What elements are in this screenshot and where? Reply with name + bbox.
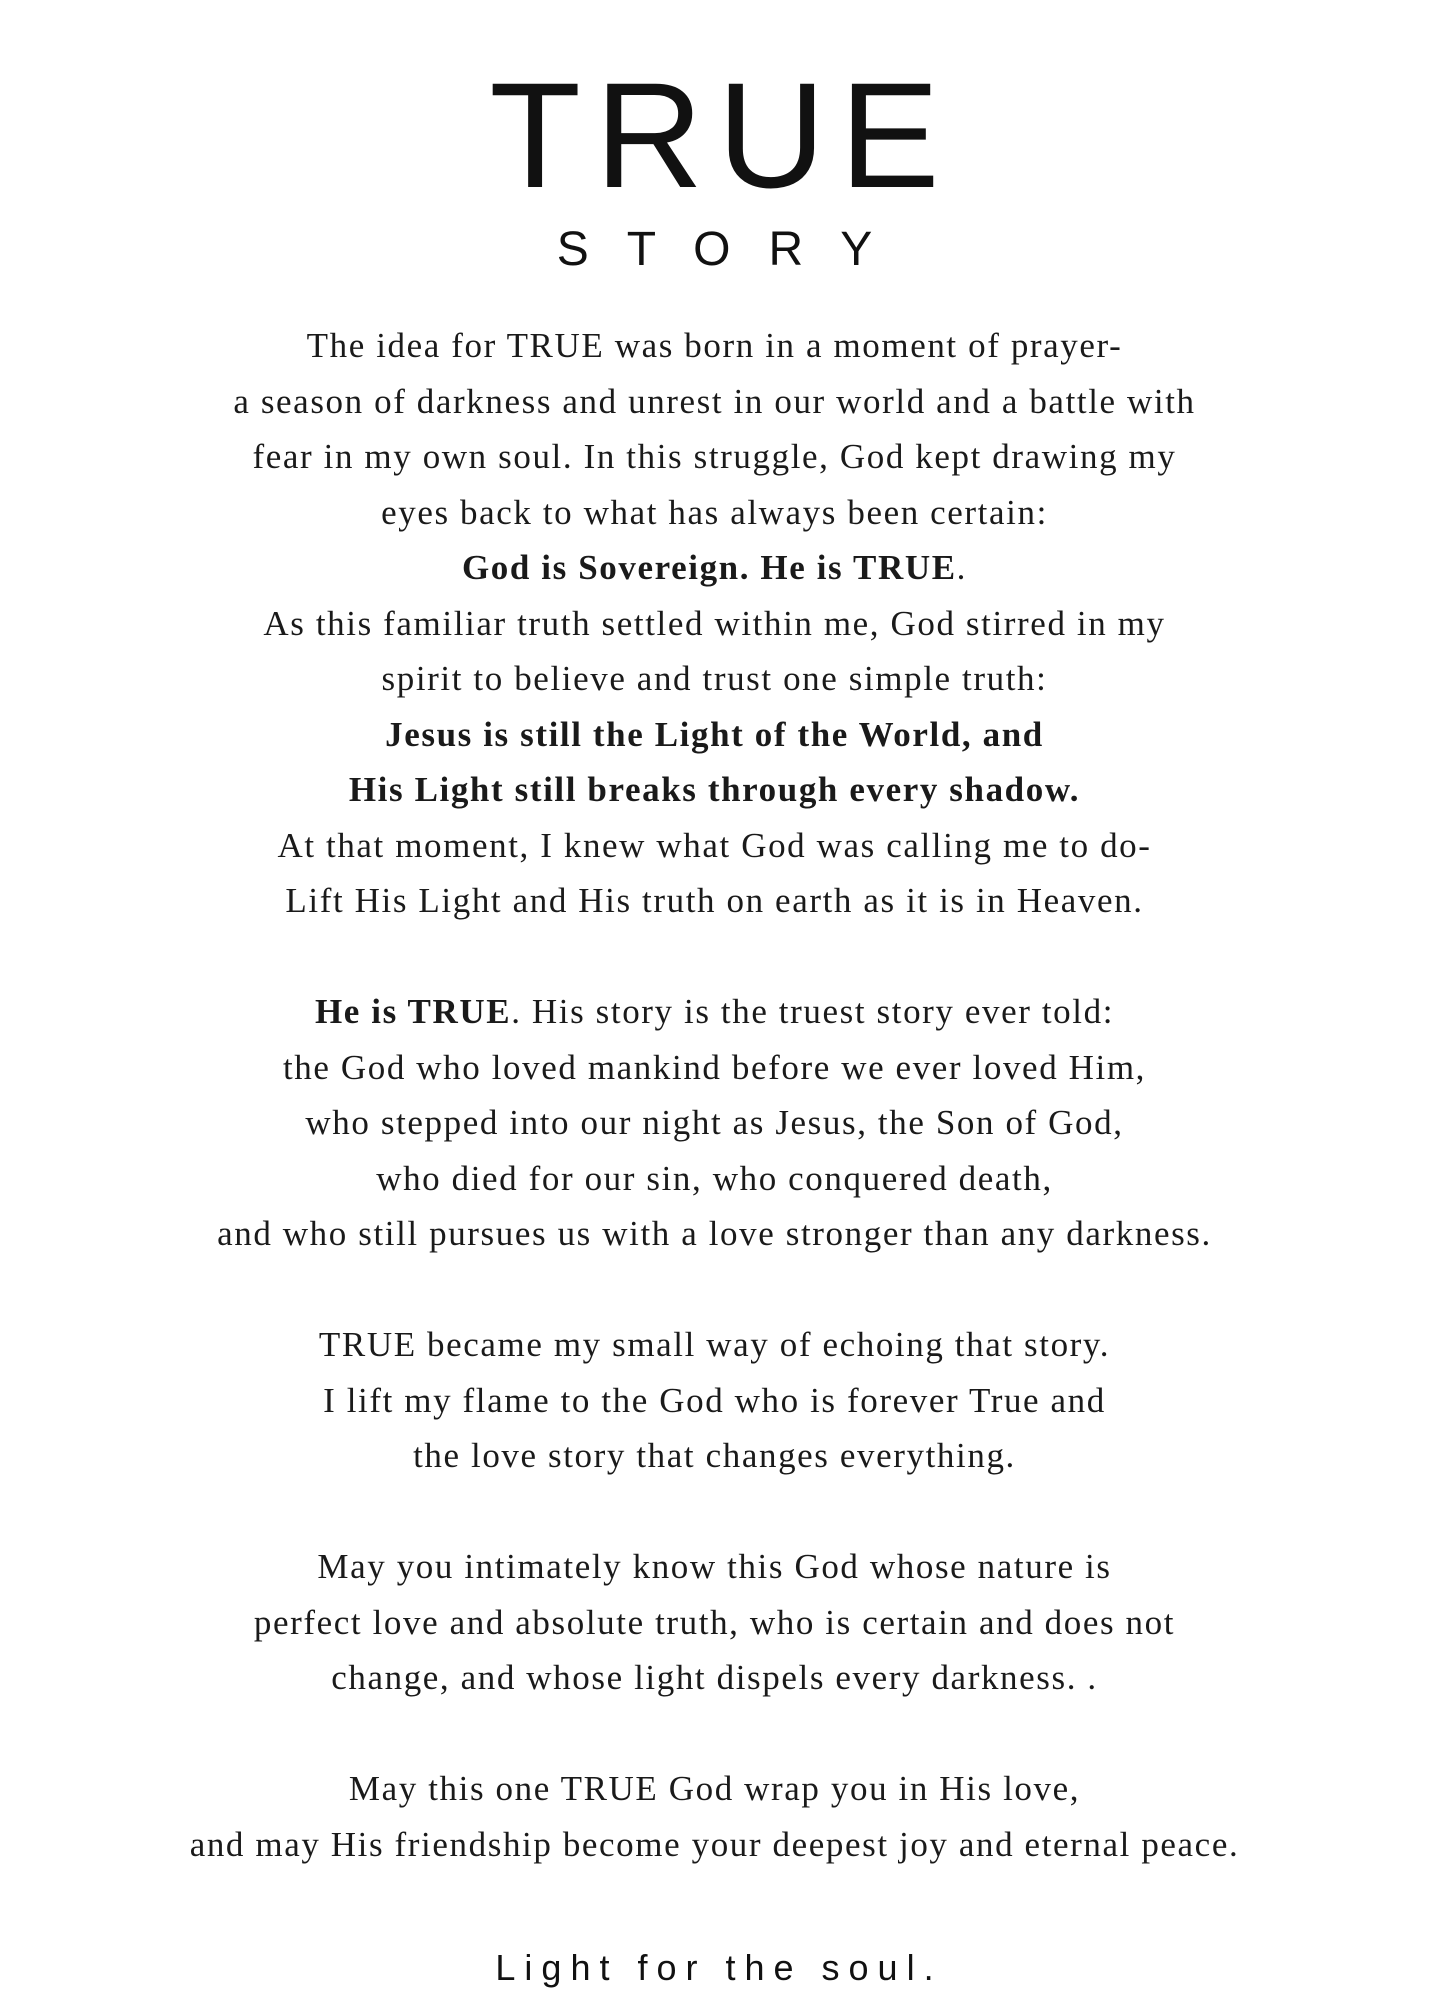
paragraph-blessing-peace xyxy=(0,1761,1429,1872)
footer-tagline: Light for the soul. xyxy=(495,1947,943,1988)
body-line: fear in my own soul. In this struggle, God kept drawing my xyxy=(252,437,1177,476)
body-line: May this one TRUE God wrap you in His love, xyxy=(348,1769,1081,1808)
body-line-emphasis: Jesus is still the Light of the World, and xyxy=(385,714,1044,754)
paragraph-spacer xyxy=(0,929,1429,985)
body-line: spirit to believe and trust one simple truth: xyxy=(381,659,1048,698)
body-line-emphasis xyxy=(0,984,1429,1040)
paragraph-spacer xyxy=(0,1484,1429,1540)
story-body xyxy=(0,318,1429,1872)
paragraph-spacer xyxy=(0,1706,1429,1762)
paragraph-blessing-know xyxy=(0,1539,1429,1706)
emphasis-sovereign: God is Sovereign. He is TRUE xyxy=(461,548,957,587)
page-subtitle: STORY xyxy=(556,223,911,276)
body-line: eyes back to what has always been certain: xyxy=(381,492,1048,532)
body-line: May you intimately know this God whose nature is xyxy=(317,1547,1112,1586)
paragraph-true-story xyxy=(0,984,1429,1262)
body-line: a season of darkness and unrest in our world and a battle with xyxy=(233,381,1196,421)
body-line: As this familiar truth settled within me, God stirred in my xyxy=(263,603,1166,643)
body-line-rest: . His story is the truest story ever told: xyxy=(511,992,1115,1031)
body-line-emphasis: His Light still breaks through every shadow. xyxy=(348,770,1081,809)
paragraph-spacer xyxy=(0,1262,1429,1318)
emphasis-period: . xyxy=(956,548,968,587)
emphasis-he-is-true: He is TRUE xyxy=(314,992,512,1031)
body-line: perfect love and absolute truth, who is certain and does not xyxy=(253,1602,1176,1642)
body-line: the God who loved mankind before we ever loved Him, xyxy=(282,1047,1147,1087)
paragraph-echo xyxy=(0,1317,1429,1484)
body-line: At that moment, I knew what God was calling me to do- xyxy=(277,825,1152,865)
page-title: TRUE xyxy=(489,51,954,219)
body-line: change, and whose light dispels every darkness. . xyxy=(331,1658,1098,1697)
body-line: Lift His Light and His truth on earth as it is in Heaven. xyxy=(285,881,1144,920)
body-line: and may His friendship become your deepest joy and eternal peace. xyxy=(189,1824,1240,1864)
body-line: and who still pursues us with a love stronger than any darkness. xyxy=(217,1214,1212,1253)
body-line: who died for our sin, who conquered death, xyxy=(376,1158,1053,1198)
body-line: I lift my flame to the God who is forever True and xyxy=(323,1380,1106,1420)
body-line-emphasis xyxy=(0,540,1429,596)
body-line: the love story that changes everything. xyxy=(413,1436,1016,1475)
body-line: who stepped into our night as Jesus, the Son of God, xyxy=(305,1103,1124,1142)
paragraph-origin xyxy=(0,318,1429,929)
body-line: TRUE became my small way of echoing that story. xyxy=(318,1325,1111,1364)
body-line: The idea for TRUE was born in a moment of prayer- xyxy=(306,326,1123,365)
